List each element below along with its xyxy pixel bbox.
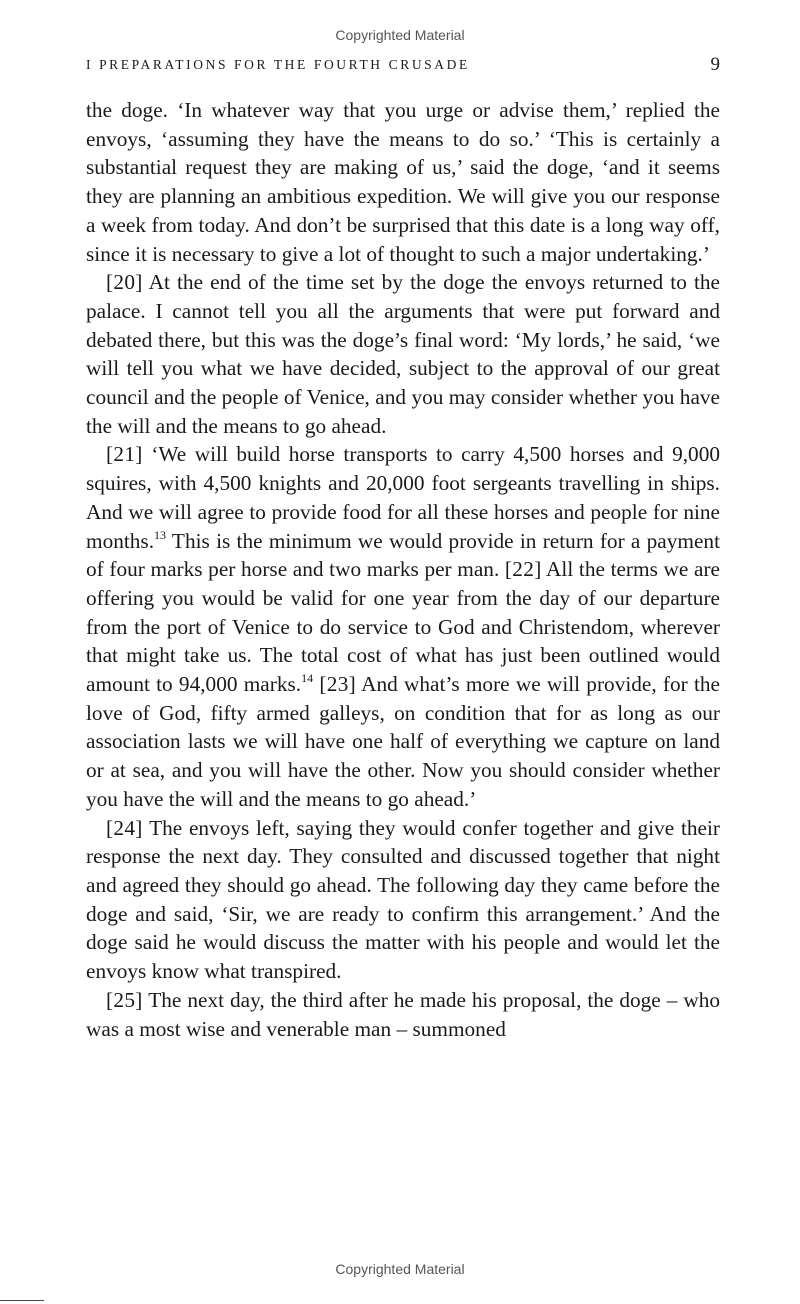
paragraph-text: ‘We will build horse transports to carry 4,500 horses and 9,000 squires, with 4,500 knights and 20,000 foot sergeants travelling in ships. And we will agree to provide food for all these horses and people for nine months. [86, 442, 720, 553]
paragraph-text: All the terms we are offering you would be valid for one year from the day of our departure from the port of Venice to do service to God and Christendom, wherever that might take us. The total cost of what has just been outlined would amount to 94,000 marks. [86, 557, 720, 697]
paragraph-text: And what’s more we will provide, for the love of God, fifty armed galleys, on condition that for as long as our association lasts we will have one half of everything we capture on land or at sea, and you will have the other. Now you should consider whether you have the will and the means to go ahead.’ [86, 672, 721, 811]
paragraph-text: At the end of the time set by the doge the envoys returned to the palace. I cannot tell you all the arguments that were put forward and debated there, but this was the doge’s final word: ‘My lords,’ he said, ‘we will tell you what we have decided, subject to the approval of our great council and the people of Venice, and you may consider whether you have the will and the means to go ahead. [86, 270, 720, 438]
chapter-title: I PREPARATIONS FOR THE FOURTH CRUSADE [86, 57, 470, 72]
watermark-top: Copyrighted Material [335, 27, 465, 43]
section-number: [22] [504, 557, 542, 582]
paragraph-24 [86, 814, 720, 986]
body-text [86, 96, 720, 1043]
paragraph-text: the doge. ‘In whatever way that you urge or advise them,’ replied the envoys, ‘assuming they have the means to do so.’ ‘This is certainly a substantial request they are making of us,’ said the doge, ‘and it seems they are planning an ambitious expedition. We will give you our response a week from today. And don’t be surprised that this date is a long way off, since it is necessary to give a lot of thought to such a major undertaking.’ [86, 98, 720, 266]
paragraph-20 [86, 268, 720, 440]
section-number: [25] [106, 987, 143, 1012]
section-number: [20] [106, 270, 143, 295]
section-number: [23] [319, 672, 357, 697]
paragraph-text: The envoys left, saying they would confer together and give their response the next day. They consulted and discussed together that night and agreed they should go ahead. The following day they came before the doge and said, ‘Sir, we are ready to confirm this arrangement.’ And the doge said he would discuss the matter with his people and would let the envoys know what transpired. [86, 815, 720, 984]
section-number: [21] [106, 442, 143, 467]
paragraph-continuation [86, 96, 720, 268]
footnote-marker: 13 [154, 527, 167, 542]
paragraph-25 [86, 986, 720, 1043]
page-number: 9 [710, 54, 720, 75]
edge-rule [0, 1300, 44, 1301]
footnote-marker: 14 [301, 671, 314, 686]
section-number: [24] [106, 815, 143, 840]
paragraph-21 [86, 440, 720, 813]
running-head [86, 56, 720, 78]
watermark-bottom: Copyrighted Material [335, 1261, 465, 1277]
paragraph-text: The next day, the third after he made his proposal, the doge – who was a most wise and venerable man – summoned [86, 987, 720, 1041]
paragraph-text: This is the minimum we would provide in return for a payment of four marks per horse and two marks per man. [86, 528, 720, 582]
